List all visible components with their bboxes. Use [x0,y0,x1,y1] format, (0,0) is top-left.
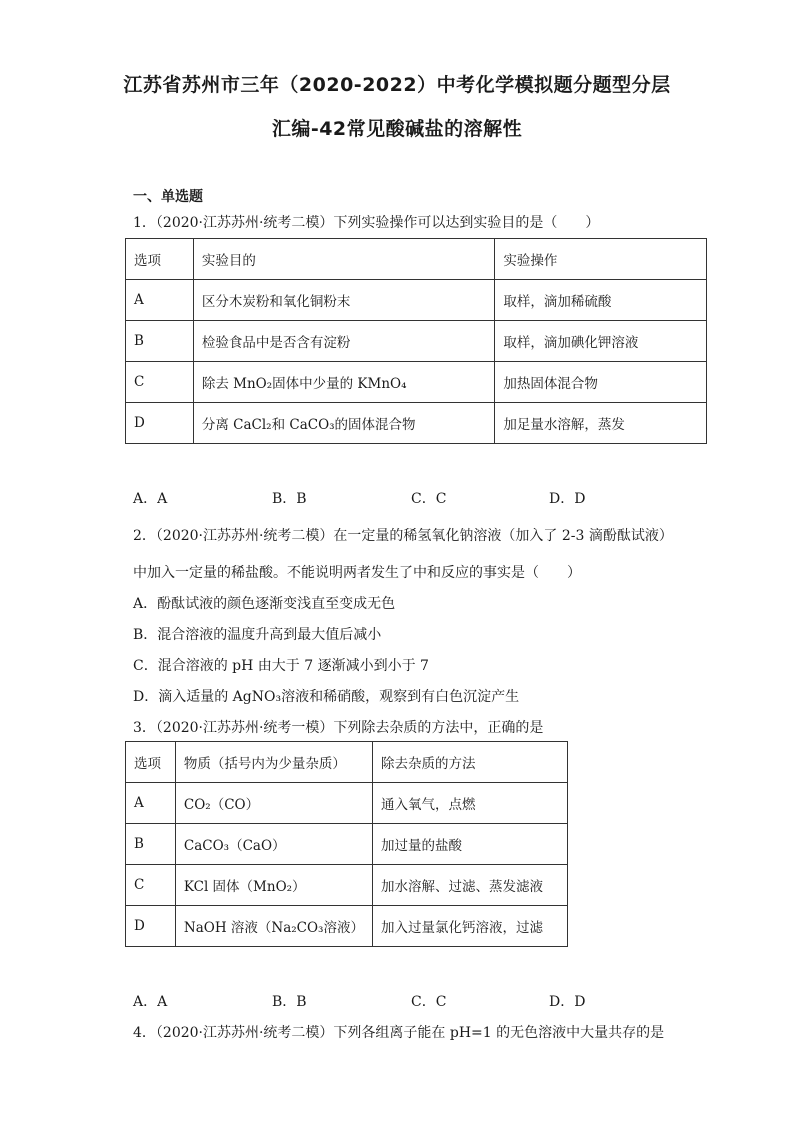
choice-c[interactable]: C．C [411,491,447,507]
table-cell: 加入过量氯化钙溶液，过滤 [372,906,567,947]
choice-b[interactable]: B．B [272,491,307,507]
table-cell: 取样，滴加稀硫酸 [495,280,707,321]
table-cell: 加过量的盐酸 [372,824,567,865]
q4-stem: 4．（2020·江苏苏州·统考二模）下列各组离子能在 pH=1 的无色溶液中大量共存的是 [133,1025,665,1041]
table-header-cell: 选项 [126,742,176,783]
table-header-cell: 实验操作 [495,239,707,280]
table-row [126,783,568,824]
table-cell: A [126,280,194,321]
q3-table [125,741,568,947]
q2-option-a[interactable]: A．酚酞试液的颜色逐渐变浅直至变成无色 [133,596,396,612]
choice-a[interactable]: A．A [133,994,168,1010]
table-cell: NaOH 溶液（Na₂CO₃溶液） [175,906,372,947]
table-row [126,824,568,865]
table-header-cell: 除去杂质的方法 [372,742,567,783]
table-header-cell: 实验目的 [193,239,495,280]
table-header-row [126,239,707,280]
table-header-cell: 物质（括号内为少量杂质） [175,742,372,783]
table-row [126,865,568,906]
table-cell: 加水溶解、过滤、蒸发滤液 [372,865,567,906]
table-row [126,403,707,444]
table-cell: B [126,824,176,865]
table-header-row [126,742,568,783]
table-cell: 分离 CaCl₂和 CaCO₃的固体混合物 [193,403,495,444]
document-title-line1: 江苏省苏州市三年（2020-2022）中考化学模拟题分题型分层 [123,74,671,96]
section-heading: 一、单选题 [133,189,203,205]
q2-option-c[interactable]: C．混合溶液的 pH 由大于 7 逐渐减小到小于 7 [133,658,429,674]
choice-b[interactable]: B．B [272,994,307,1010]
document-title-line2: 汇编-42常见酸碱盐的溶解性 [271,118,523,140]
q2-stem-line1: 2．（2020·江苏苏州·统考二模）在一定量的稀氢氧化钠溶液（加入了 2-3 滴酚酞试液） [133,528,673,544]
choice-d[interactable]: D．D [549,491,586,507]
table-cell: 检验食品中是否含有淀粉 [193,321,495,362]
table-row [126,321,707,362]
table-cell: 加足量水溶解，蒸发 [495,403,707,444]
table-row [126,906,568,947]
choice-c[interactable]: C．C [411,994,447,1010]
table-cell: CO₂（CO） [175,783,372,824]
table-cell: 区分木炭粉和氧化铜粉末 [193,280,495,321]
q1-table [125,238,707,444]
table-cell: 取样，滴加碘化钾溶液 [495,321,707,362]
table-row [126,280,707,321]
q2-option-d[interactable]: D．滴入适量的 AgNO₃溶液和稀硝酸，观察到有白色沉淀产生 [133,689,520,705]
q2-stem-line2: 中加入一定量的稀盐酸。不能说明两者发生了中和反应的事实是（ ） [133,565,581,581]
table-cell: B [126,321,194,362]
q3-stem: 3．（2020·江苏苏州·统考一模）下列除去杂质的方法中，正确的是 [133,720,544,736]
table-cell: 通入氧气，点燃 [372,783,567,824]
table-cell: KCl 固体（MnO₂） [175,865,372,906]
choice-d[interactable]: D．D [549,994,586,1010]
table-cell: D [126,403,194,444]
table-row [126,362,707,403]
table-cell: C [126,865,176,906]
table-cell: CaCO₃（CaO） [175,824,372,865]
table-cell: A [126,783,176,824]
table-cell: 加热固体混合物 [495,362,707,403]
choice-a[interactable]: A．A [133,491,168,507]
table-cell: C [126,362,194,403]
table-cell: 除去 MnO₂固体中少量的 KMnO₄ [193,362,495,403]
table-cell: D [126,906,176,947]
q1-stem: 1．（2020·江苏苏州·统考二模）下列实验操作可以达到实验目的是（ ） [133,215,600,231]
table-header-cell: 选项 [126,239,194,280]
q2-option-b[interactable]: B．混合溶液的温度升高到最大值后减小 [133,627,382,643]
